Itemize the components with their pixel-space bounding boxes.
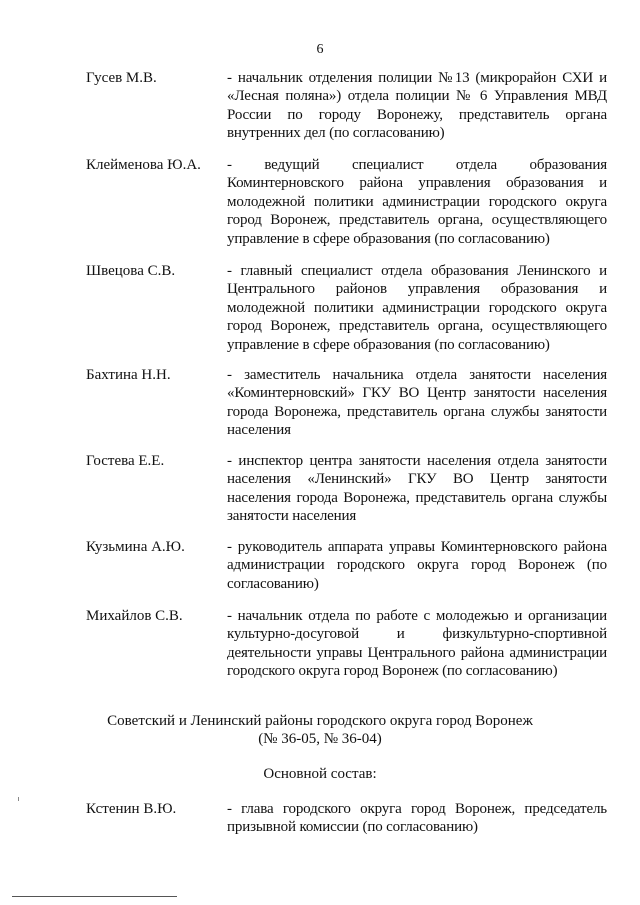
member-description: - главный специалист отдела образования Ленинского и Центрального районов управления образования и молодежной политики администрации городского округа город Воронеж, представитель органа, осуществляющего управление в сфере образования (по согласованию) (227, 263, 607, 353)
member-name: Клейменова Ю.А. (86, 157, 201, 173)
member-description: - глава городского округа город Воронеж, председатель призывной комиссии (по согласованию) (227, 801, 607, 836)
member-description: - инспектор центра занятости населения отдела занятости населения «Ленинский» ГКУ ВО Центр занятости населения города Воронежа, представитель органа службы занятости населения (227, 453, 607, 525)
member-name: Бахтина Н.Н. (86, 367, 171, 383)
member-description: - начальник отделения полиции №13 (микрорайон СХИ и «Лесная поляна») отдела полиции № 6 Управления МВД России по городу Воронежу, представитель органа внутренних дел (по согласованию) (227, 70, 607, 142)
member-description: - руководитель аппарата управы Коминтерновского района администрации городского округа город Воронеж (по согласованию) (227, 539, 607, 592)
member-name: Кузьмина А.Ю. (86, 539, 185, 555)
member-name: Гусев М.В. (86, 70, 157, 86)
section-heading-numbers: (№ 36-05, № 36-04) (258, 731, 382, 747)
section-subheading: Основной состав: (263, 766, 377, 782)
member-name: Кстенин В.Ю. (86, 801, 177, 817)
section-heading: Советский и Ленинский районы городского округа город Воронеж (107, 713, 533, 729)
footnote-rule (12, 896, 177, 897)
member-name: Швецова С.В. (86, 263, 176, 279)
margin-mark (18, 797, 19, 801)
member-description: - заместитель начальника отдела занятости населения «Коминтерновский» ГКУ ВО Центр занятости населения города Воронежа, представитель органа службы занятости населения (227, 367, 607, 439)
page-number: 6 (316, 42, 324, 57)
member-name: Гостева Е.Е. (86, 453, 165, 469)
member-name: Михайлов С.В. (86, 608, 183, 624)
member-description: - начальник отдела по работе с молодежью и организации культурно-досуговой и физкультурно-спортивной деятельности управы Центрального района администрации городского округа город Воронеж (по согласованию) (227, 608, 607, 680)
member-description: - ведущий специалист отдела образования Коминтерновского района управления образования и молодежной политики администрации городского округа город Воронеж, представитель органа, осуществляющего управление в сфере образования (по согласованию) (227, 157, 607, 247)
